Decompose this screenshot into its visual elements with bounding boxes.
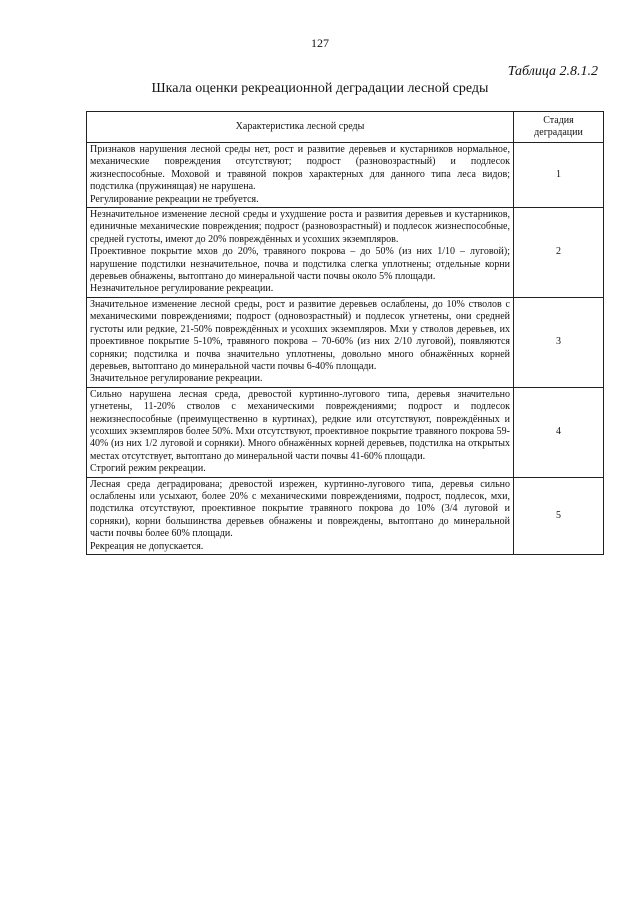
table-row <box>87 477 604 554</box>
row-description <box>87 208 514 298</box>
table-row <box>87 208 604 298</box>
description-text: Признаков нарушения лесной среды нет, рост и развитие деревьев и кустарников нормальное, механические повреждения отсутствуют; подрост (разновозрастный) и подлесок жизнеспособные. Моховой и травяной покров характерных для данного типа леса видов; подстилка (пружинящая) не нарушена. <box>90 144 510 193</box>
table-header-row <box>87 112 604 143</box>
page-number: 127 <box>311 36 329 50</box>
stage-number: 4 <box>514 387 604 477</box>
row-description <box>87 477 514 554</box>
table-row <box>87 387 604 477</box>
regime-text: Значительное регулирование рекреации. <box>90 373 263 385</box>
stage-number: 5 <box>514 477 604 554</box>
description-text: Сильно нарушена лесная среда, древостой куртинно-лугового типа, деревья значительно угнетены, 11-20% стволов с механическими повреждениями; подрост и подлесок нежизнеспособные (преимущественно в куртинах), редкие или отсутствуют, повреждённых и усохших экземпляров более 50%. Мхи отсутствуют, проективное покрытие травяного покрова 59-40% (из них 1/2 луговой и сорняки). Много обнажённых корней деревьев, подстилка на открытых местах отсутствует, вытоптано до минеральной части почвы 41-60% площади. <box>90 388 510 462</box>
description-text: Лесная среда деградирована; древостой изрежен, куртинно-лугового типа, деревья сильно ослаблены или усыхают, более 20% с механическими повреждениями, подрост, подлесок, мхи, подстилка отсутствуют, проективное покрытие травяного покрова до 10% (3/4 луговой и сорняки), корни большинства деревьев обнажены и повреждены, вытоптано до минеральной части почвы более 60% площади. <box>90 478 510 540</box>
degradation-scale-table <box>86 111 604 555</box>
header-stage <box>514 112 604 143</box>
table-label: Таблица 2.8.1.2 <box>507 64 598 79</box>
row-description <box>87 297 514 387</box>
row-description <box>87 387 514 477</box>
header-stage-line1: Стадия <box>543 114 574 126</box>
stage-number: 3 <box>514 297 604 387</box>
description-text-2: Проективное покрытие мхов до 20%, травяного покрова – до 50% (из них 1/10 – луговой); нарушение подстилки незначительное, почва и подстилка слегка уплотнены; отдельные корни деревьев обнажены, вытоптано до минеральной части почвы около 5% площади. <box>90 246 510 283</box>
stage-number: 1 <box>514 143 604 208</box>
table-row <box>87 143 604 208</box>
description-text: Значительное изменение лесной среды, рост и развитие деревьев ослаблены, до 10% стволов с механическими повреждениями; подрост (одновозрастный) и подлесок угнетены, они средней густоты или редкие, 21-50% повреждённых и усохших экземпляров. Мхи у стволов деревьев, их проективное покрытие 5-10%, травяного покрова – 70-60% (из них 2/10 луговой), появляются сорняки; подстилка и почва значительно уплотнены, довольно много обнажённых корней деревьев, вытоптано до минеральной части почвы 6-40% площади. <box>90 298 510 372</box>
stage-number: 2 <box>514 208 604 298</box>
header-stage-line2: деградации <box>534 127 583 138</box>
table-row <box>87 297 604 387</box>
regime-text: Рекреация не допускается. <box>90 540 204 552</box>
description-text: Незначительное изменение лесной среды и ухудшение роста и развития деревьев и кустарников, единичные механические повреждения; подрост (разновозрастный) и подлесок жизнеспособные, средней густоты, имеют до 20% повреждённых и усохших экземпляров. <box>90 209 510 245</box>
row-description <box>87 143 514 208</box>
regime-text: Регулирование рекреации не требуется. <box>90 193 259 205</box>
regime-text: Незначительное регулирование рекреации. <box>90 283 274 295</box>
document-title: Шкала оценки рекреационной деградации лесной среды <box>151 81 489 96</box>
regime-text: Строгий режим рекреации. <box>90 463 206 475</box>
header-characteristic: Характеристика лесной среды <box>87 112 514 143</box>
